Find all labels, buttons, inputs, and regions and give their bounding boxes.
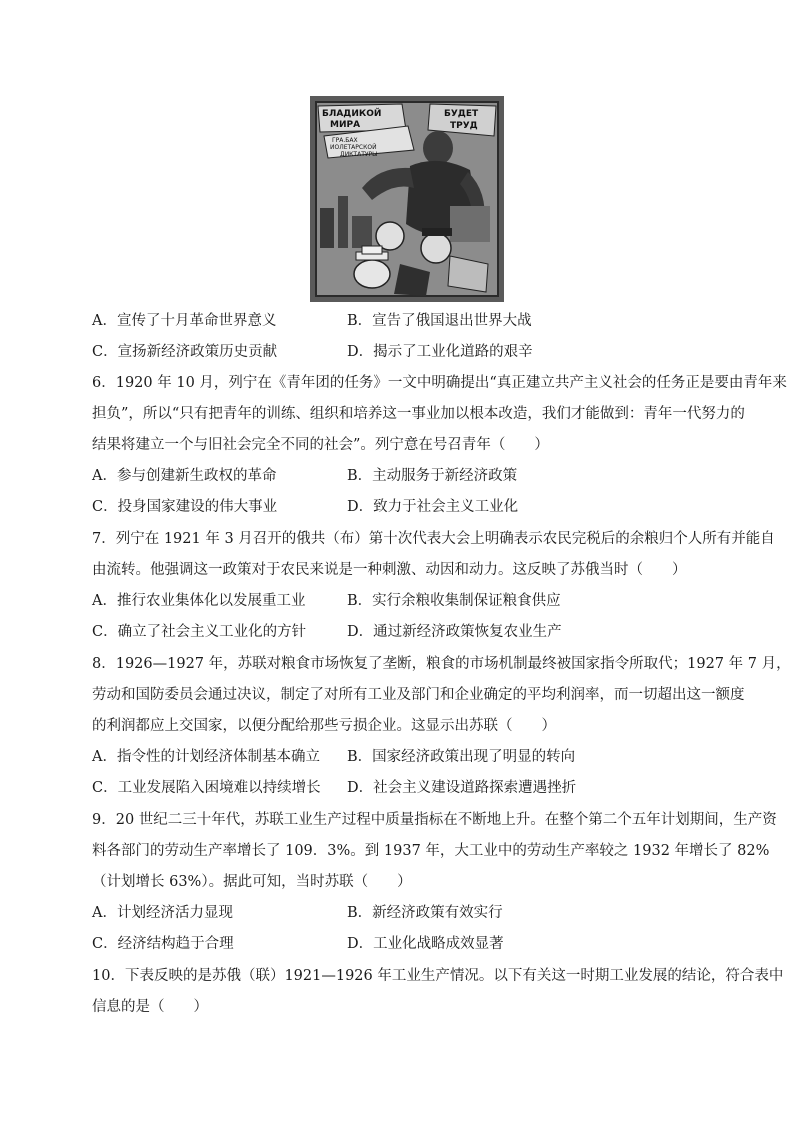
q5-option-b: B．宣告了俄国退出世界大战 (347, 313, 532, 329)
q6-stem-line-1: 6．1920 年 10 月，列宁在《青年团的任务》一文中明确提出“真正建立共产主义社会的任务正是要由青年来 (92, 375, 787, 391)
q6-stem-line-2: 担负”，所以“只有把青年的训练、组织和培养这一事业加以根本改造，我们才能做到：青年一代努力的 (92, 406, 745, 422)
q5-option-a: A．宣传了十月革命世界意义 (92, 313, 277, 329)
q8-stem-line-2: 劳动和国防委员会通过决议，制定了对所有工业及部门和企业确定的平均利润率，而一切超出这一额度 (92, 687, 745, 703)
q8-option-c: C．工业发展陷入困境难以持续增长 (92, 780, 321, 796)
q7-stem-line-2: 由流转。他强调这一政策对于农民来说是一种刺激、动因和动力。这反映了苏俄当时（ ） (92, 562, 687, 578)
q6-stem-line-3: 结果将建立一个与旧社会完全不同的社会”。列宁意在号召青年（ ） (92, 437, 549, 453)
poster-text-7: ДИКТАТУРЫ (340, 151, 378, 158)
q8-option-b: B．国家经济政策出现了明显的转向 (347, 749, 576, 765)
q8-option-a: A．指令性的计划经济体制基本确立 (92, 749, 320, 765)
q7-option-d: D．通过新经济政策恢复农业生产 (347, 624, 562, 640)
poster-text-5: ГРА.БАХ (332, 137, 358, 144)
q6-option-c: C．投身国家建设的伟大事业 (92, 499, 278, 515)
q8-stem-line-3: 的利润都应上交国家，以便分配给那些亏损企业。这显示出苏联（ ） (92, 718, 556, 734)
q9-option-b: B．新经济政策有效实行 (347, 905, 503, 921)
poster-text-1: БЛАДИКОЙ (322, 109, 382, 119)
q7-option-c: C．确立了社会主义工业化的方针 (92, 624, 307, 640)
q8-stem-line-1: 8．1926—1927 年，苏联对粮食市场恢复了垄断，粮食的市场机制最终被国家指令所取代；1927 年 7 月， (92, 656, 791, 672)
poster-text-4: ТРУД (450, 121, 478, 131)
q7-option-a: A．推行农业集体化以发展重工业 (92, 593, 306, 609)
q10-stem-line-1: 10．下表反映的是苏俄（联）1921—1926 年工业生产情况。以下有关这一时期工业发展的结论，符合表中 (92, 968, 784, 984)
poster-lettering (310, 96, 504, 302)
q6-option-a: A．参与创建新生政权的革命 (92, 468, 277, 484)
q7-stem-line-1: 7．列宁在 1921 年 3 月召开的俄共（布）第十次代表大会上明确表示农民完税后的余粮归个人所有并能自 (92, 531, 775, 547)
q8-option-d: D．社会主义建设道路探索遭遇挫折 (347, 780, 577, 796)
poster-text-2: МИРА (330, 120, 361, 130)
q9-stem-line-1: 9．20 世纪二三十年代，苏联工业生产过程中质量指标在不断地上升。在整个第二个五年计划期间，生产资 (92, 812, 777, 828)
q9-option-c: C．经济结构趋于合理 (92, 936, 234, 952)
q5-option-d: D．揭示了工业化道路的艰辛 (347, 344, 533, 360)
q9-option-d: D．工业化战略成效显著 (347, 936, 504, 952)
propaganda-poster-image (310, 96, 504, 302)
q9-stem-line-2: 料各部门的劳动生产率增长了 109．3%。到 1937 年，大工业中的劳动生产率较之 1932 年增长了 82% (92, 843, 770, 859)
poster-text-6: ИОЛЕТАРСКОЙ (330, 144, 377, 151)
q6-option-d: D．致力于社会主义工业化 (347, 499, 519, 515)
q10-stem-line-2: 信息的是（ ） (92, 999, 208, 1015)
q6-option-b: B．主动服务于新经济政策 (347, 468, 518, 484)
q5-option-c: C．宣扬新经济政策历史贡献 (92, 344, 278, 360)
q9-option-a: A．计划经济活力显现 (92, 905, 233, 921)
q9-stem-line-3: （计划增长 63%）。据此可知，当时苏联（ ） (92, 874, 412, 890)
poster-text-3: БУДЕТ (444, 109, 479, 119)
q7-option-b: B．实行余粮收集制保证粮食供应 (347, 593, 561, 609)
